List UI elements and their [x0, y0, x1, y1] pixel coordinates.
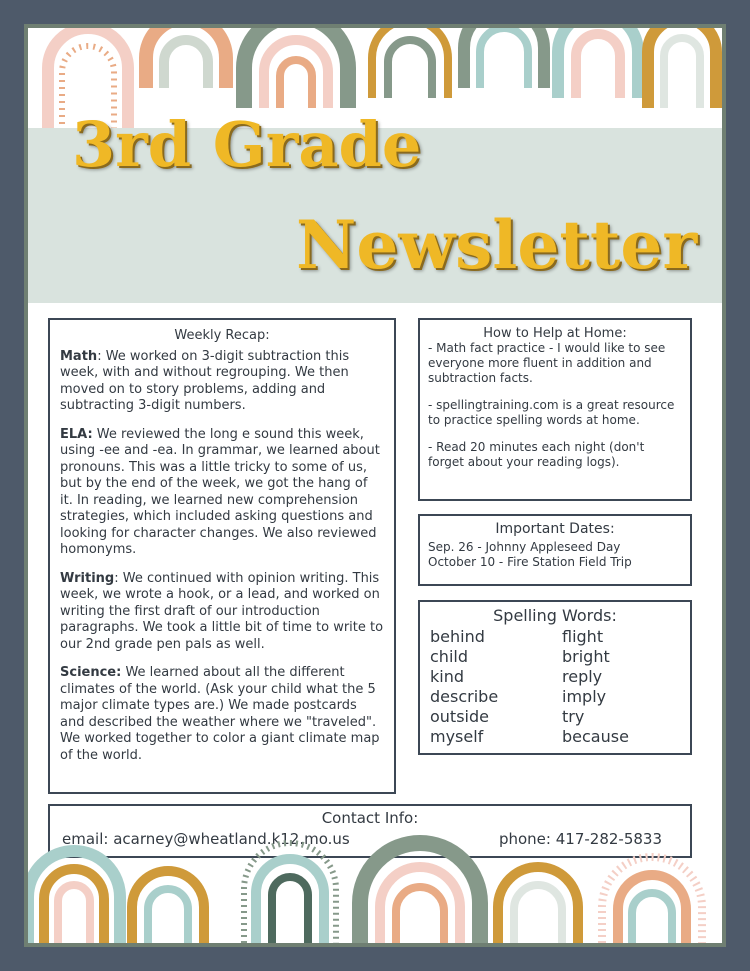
rainbow-icon: [648, 28, 716, 108]
rainbow-icon: [146, 28, 226, 88]
newsletter-title-line1: 3rd Grade: [72, 108, 422, 181]
rainbow-icon: [464, 28, 544, 88]
spelling-word: reply: [562, 666, 603, 686]
recap-science: [60, 665, 384, 764]
recap-writing: [60, 571, 384, 654]
help-item: - spellingtraining.com is a great resource to practice spelling words at home.: [428, 398, 675, 427]
recap-science-text: We learned about all the different climates of the world. (Ask your child what the 5 major climate types are.) We made postcards and described the weather where we "traveled". We worked together to color a giant climate map of the world.: [60, 665, 380, 763]
contact-email[interactable]: email: acarney@wheatland.k12.mo.us: [62, 829, 350, 848]
rainbow-icon: [372, 28, 448, 98]
spelling-word: bright: [562, 646, 610, 666]
recap-math-label: Math: [60, 348, 98, 364]
recap-science-label: Science:: [60, 665, 122, 680]
contact-phone: phone: 417-282-5833: [498, 829, 662, 848]
rainbow-icon: [602, 857, 702, 943]
spelling-word: because: [562, 726, 629, 746]
rainbow-decoration-bottom: [28, 823, 722, 943]
newsletter-page: [24, 24, 726, 947]
rainbow-icon: [28, 851, 120, 943]
important-dates-heading: Important Dates:: [495, 521, 615, 537]
recap-ela-text: We reviewed the long e sound this week, using -ee and -ea. In grammar, we learned about pronouns. This was a little tricky to some of us, but by the end of the week, we got the hang of it. In reading, we learned new comprehension strategies, which included asking questions and looking for character changes. We also reviewed homonyms.: [60, 426, 380, 557]
important-dates-box: [418, 514, 692, 586]
spelling-word: outside: [430, 706, 489, 726]
rainbow-icon: [360, 843, 480, 943]
help-at-home-heading: How to Help at Home:: [483, 326, 627, 341]
rainbow-icon: [498, 867, 578, 943]
help-item: - Read 20 minutes each night (don't forget about your reading logs).: [428, 440, 645, 469]
spelling-word: try: [562, 706, 585, 726]
rainbow-icon: [244, 28, 348, 108]
recap-writing-label: Writing: [60, 570, 115, 586]
recap-ela-label: ELA:: [60, 426, 93, 442]
recap-math-text: : We worked on 3-digit subtraction this week, with and without regrouping. We then moved on to story problems, adding and subtracting 3-digit numbers.: [60, 348, 350, 413]
recap-writing-text: : We continued with opinion writing. This week, we wrote a hook, or a lead, and worked on writing the first draft of our introduction paragraphs. We took a little bit of time to write to our 2nd grade pen pals as well.: [60, 570, 384, 652]
spelling-word: flight: [562, 626, 604, 646]
help-item: - Math fact practice - I would like to see everyone more fluent in addition and subtraction facts.: [428, 341, 666, 385]
rainbow-icon: [558, 28, 638, 98]
rainbow-icon: [244, 843, 336, 943]
date-item: Sep. 26 - Johnny Appleseed Day: [428, 540, 621, 554]
spelling-word: behind: [430, 626, 485, 646]
recap-ela: [60, 427, 384, 559]
spelling-word: imply: [562, 686, 607, 706]
help-at-home-box: [418, 318, 692, 501]
rainbow-icon: [132, 871, 204, 943]
spelling-word: describe: [430, 686, 499, 706]
weekly-recap-box: [48, 318, 396, 794]
recap-math: [60, 349, 384, 415]
spelling-word: myself: [430, 726, 484, 746]
spelling-words-box: [418, 600, 692, 755]
spelling-word-list: [430, 627, 682, 747]
spelling-words-heading: Spelling Words:: [493, 606, 617, 625]
contact-info-heading: Contact Info:: [321, 809, 419, 827]
newsletter-title-line2: Newsletter: [296, 206, 698, 284]
spelling-word: kind: [430, 666, 465, 686]
date-item: October 10 - Fire Station Field Trip: [428, 555, 632, 569]
spelling-word: child: [430, 646, 468, 666]
weekly-recap-heading: Weekly Recap:: [174, 328, 270, 343]
